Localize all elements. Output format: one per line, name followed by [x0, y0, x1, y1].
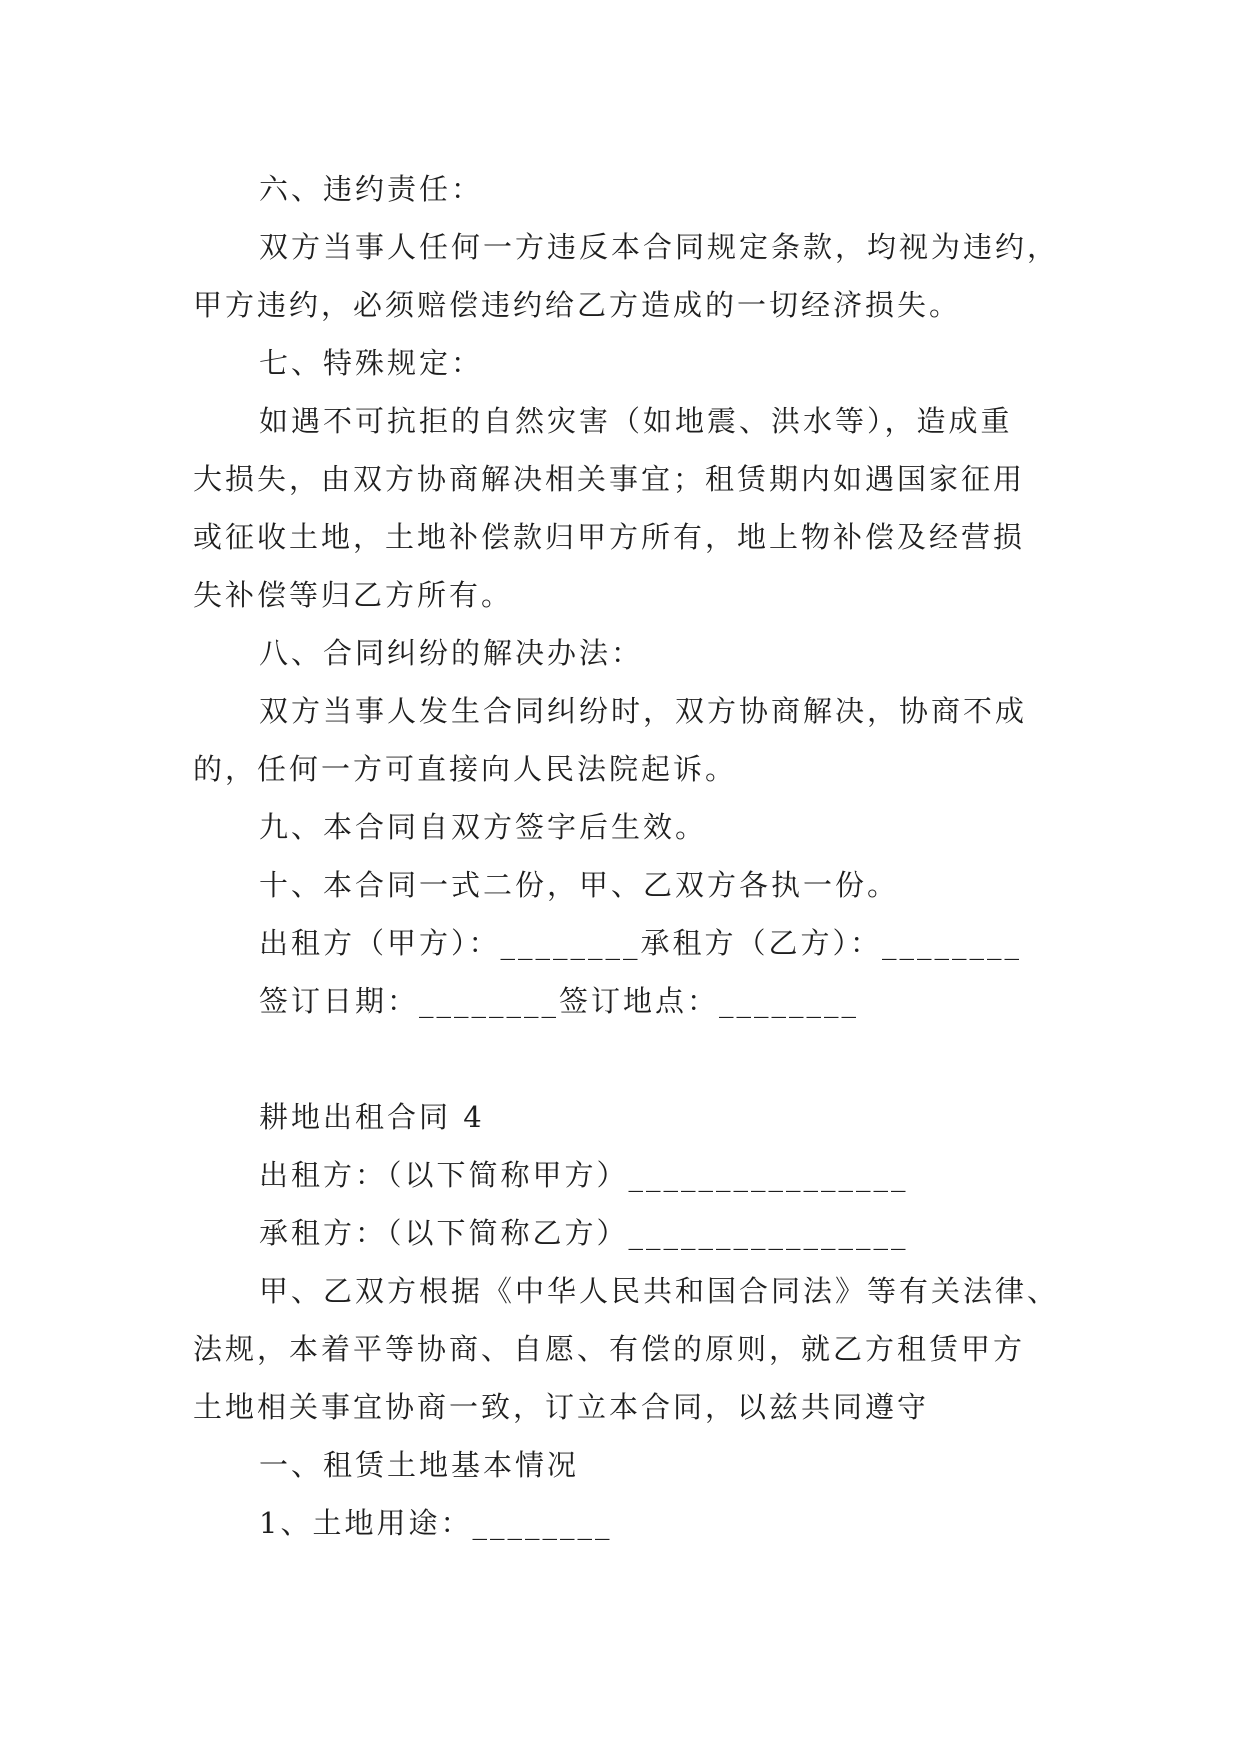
paragraph-line: 失补偿等归乙方所有。	[193, 578, 514, 612]
clause-7-heading: 七、特殊规定：	[259, 346, 484, 380]
clause-9: 九、本合同自双方签字后生效。	[259, 810, 708, 844]
document-body	[193, 160, 1093, 1552]
paragraph-line: 土地相关事宜协商一致，订立本合同，以兹共同遵守	[193, 1390, 930, 1424]
paragraph-line: 如遇不可抗拒的自然灾害（如地震、洪水等），造成重	[259, 404, 1013, 438]
paragraph-line: 法规，本着平等协商、自愿、有偿的原则，就乙方租赁甲方	[193, 1332, 1026, 1366]
paragraph-line: 的，任何一方可直接向人民法院起诉。	[193, 752, 738, 786]
paragraph-line: 或征收土地，土地补偿款归甲方所有，地上物补偿及经营损	[193, 520, 1026, 554]
section-spacer	[193, 1030, 1093, 1088]
lessor-line: 出租方：（以下简称甲方）________________	[259, 1158, 909, 1192]
signature-parties-line: 出租方（甲方）：________承租方（乙方）：________	[259, 926, 1023, 960]
signing-date-place-line: 签订日期：________签订地点：________	[259, 984, 860, 1018]
paragraph-line: 甲、乙双方根据《中华人民共和国合同法》等有关法律、	[259, 1274, 1060, 1308]
clause-8-heading: 八、合同纠纷的解决办法：	[259, 636, 644, 670]
section-4-clause-1-heading: 一、租赁土地基本情况	[259, 1448, 580, 1482]
paragraph-line: 双方当事人发生合同纠纷时，双方协商解决，协商不成	[259, 694, 1028, 728]
paragraph-line: 大损失，由双方协商解决相关事宜；租赁期内如遇国家征用	[193, 462, 1026, 496]
land-use-line: 1、土地用途：________	[259, 1506, 613, 1540]
clause-10: 十、本合同一式二份，甲、乙双方各执一份。	[259, 868, 900, 902]
clause-6-heading: 六、违约责任：	[259, 172, 484, 206]
lessee-line: 承租方：（以下简称乙方）________________	[259, 1216, 909, 1250]
section-4-title: 耕地出租合同 4	[259, 1100, 485, 1134]
paragraph-line: 双方当事人任何一方违反本合同规定条款，均视为违约，	[259, 230, 1060, 264]
paragraph-line: 甲方违约，必须赔偿违约给乙方造成的一切经济损失。	[193, 288, 962, 322]
